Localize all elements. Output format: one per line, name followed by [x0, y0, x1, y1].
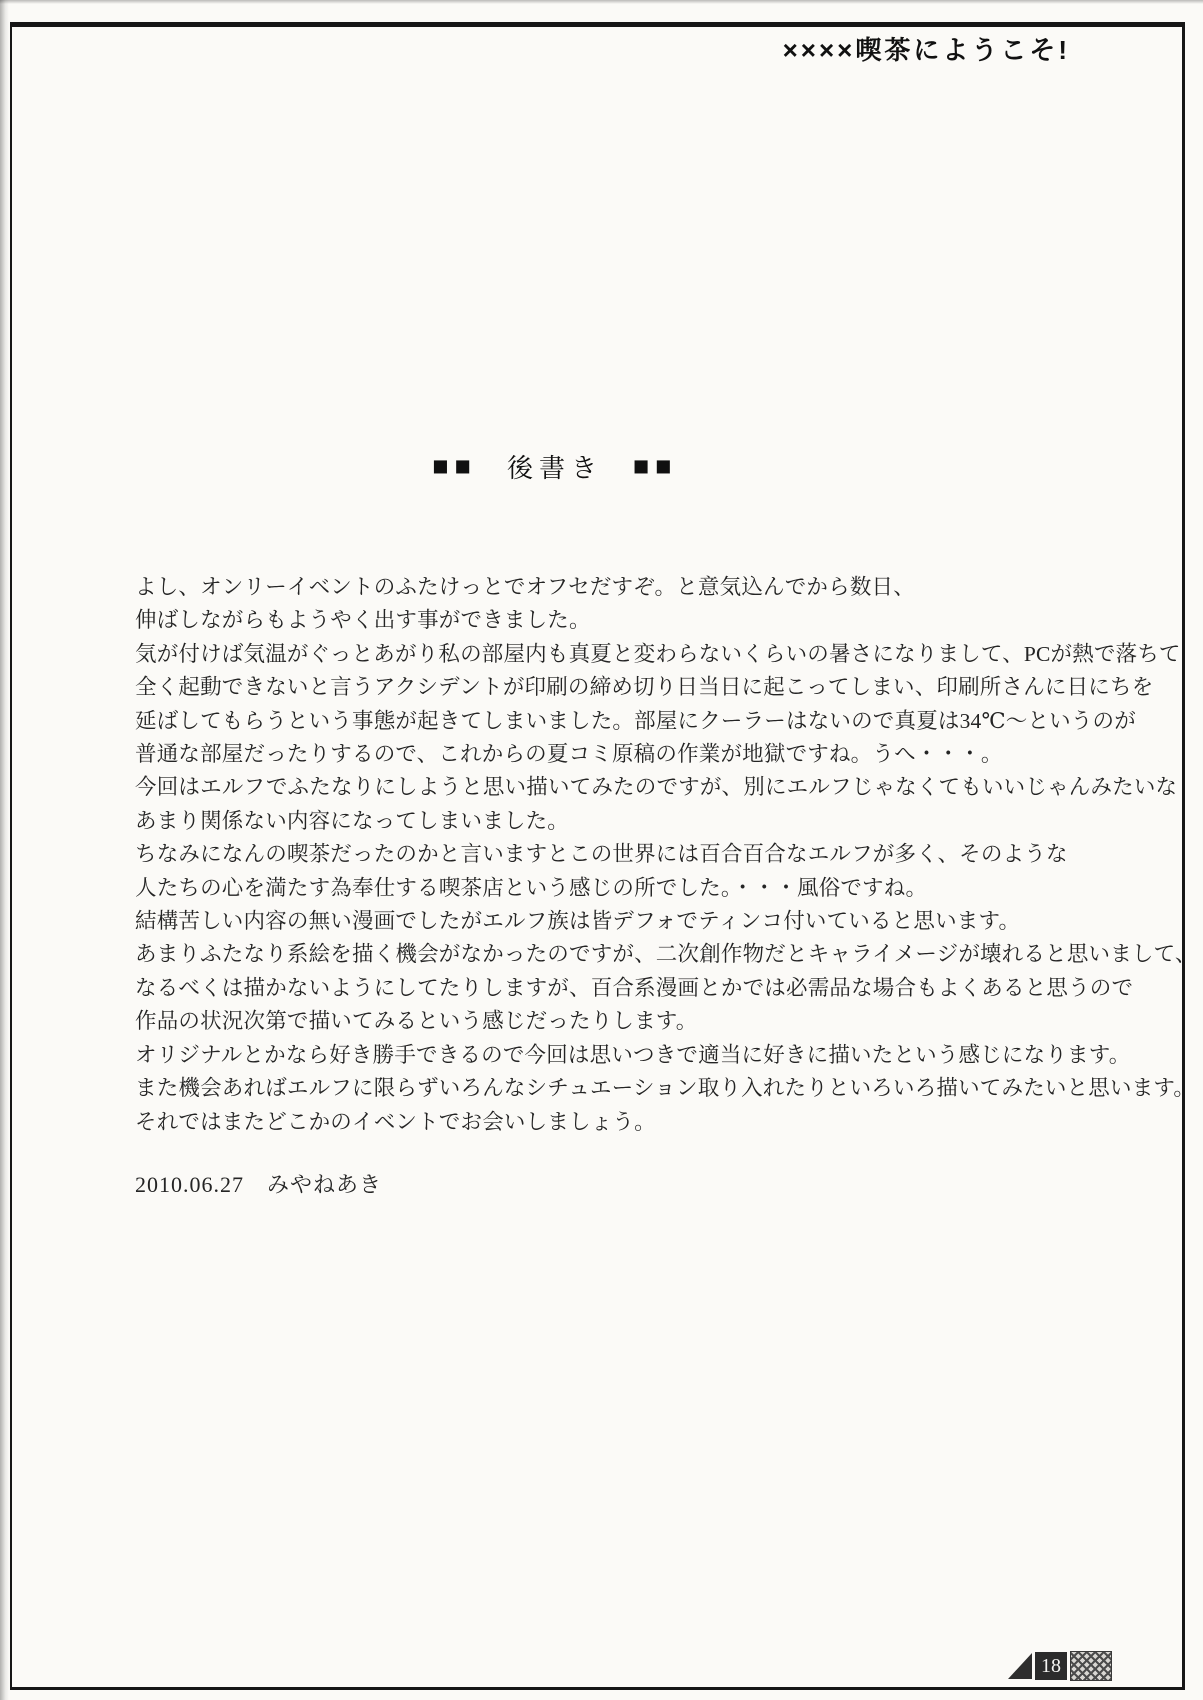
footer-triangle-mark	[1008, 1653, 1032, 1679]
body-line: 伸ばしながらもようやく出す事ができました。	[135, 608, 591, 633]
body-line: また機会あればエルフに限らずいろんなシチュエーション取り入れたりといろいろ描いてみたいと思います。	[135, 1076, 1196, 1101]
footer-decoration	[1008, 1650, 1112, 1682]
body-line: 気が付けば気温がぐっとあがり私の部屋内も真夏と変わらないくらいの暑さになりまして、PCが熱で落ちて	[135, 641, 1181, 666]
scan-edge-left	[0, 0, 9, 1700]
body-line: 今回はエルフでふたなりにしようと思い描いてみたのですが、別にエルフじゃなくてもいいじゃんみたいな	[135, 775, 1178, 800]
heading-left-squares: ■■	[432, 451, 477, 481]
afterword-title: 後書き	[506, 454, 603, 483]
page-header-title: ××××喫茶にようこそ!	[782, 35, 1070, 65]
body-line: 作品の状況次第で描いてみるという感じだったりします。	[135, 1009, 698, 1034]
body-line: 人たちの心を満たす為奉仕する喫茶店という感じの所でした。・・・風俗ですね。	[135, 875, 928, 900]
body-line: 結構苦しい内容の無い漫画でしたがエルフ族は皆デフォでティンコ付いていると思います。	[135, 909, 1021, 934]
body-line: よし、オンリーイベントのふたけっとでオフセだすぞ。と意気込んでから数日、	[135, 575, 915, 599]
afterword-body	[135, 571, 1197, 1139]
body-line: なるべくは描かないようにしてたりしますが、百合系漫画とかでは必需品な場合もよくあると思うので	[135, 975, 1134, 1000]
afterword-heading	[0, 448, 1110, 485]
body-line: 普通な部屋だったりするので、これからの夏コミ原稿の作業が地獄ですね。うへ・・・。	[135, 742, 1003, 767]
crosshatch-pattern-decoration	[1070, 1651, 1112, 1681]
body-line: 全く起動できないと言うアクシデントが印刷の締め切り日当日に起こってしまい、印刷所さんに日にちを	[135, 675, 1154, 700]
body-line: それではまたどこかのイベントでお会いしましょう。	[135, 1109, 656, 1134]
body-line: 延ばしてもらうという事態が起きてしまいました。部屋にクーラーはないので真夏は34℃～というのが	[135, 708, 1136, 733]
body-line: あまりふたなり系絵を描く機会がなかったのですが、二次創作物だとキャライメージが壊れると思いまして、	[135, 942, 1197, 967]
body-line: ちなみになんの喫茶だったのかと言いますとこの世界には百合百合なエルフが多く、そのような	[135, 842, 1068, 867]
body-line: あまり関係ない内容になってしまいました。	[135, 808, 570, 833]
heading-right-squares: ■■	[633, 451, 678, 481]
page-number-badge: 18	[1035, 1652, 1067, 1680]
scan-edge-top	[0, 0, 1203, 4]
body-line: オリジナルとかなら好き勝手できるので今回は思いつきで適当に好きに描いたという感じになります。	[135, 1042, 1131, 1067]
date-author-signature: 2010.06.27 みやねあき	[135, 1172, 383, 1197]
